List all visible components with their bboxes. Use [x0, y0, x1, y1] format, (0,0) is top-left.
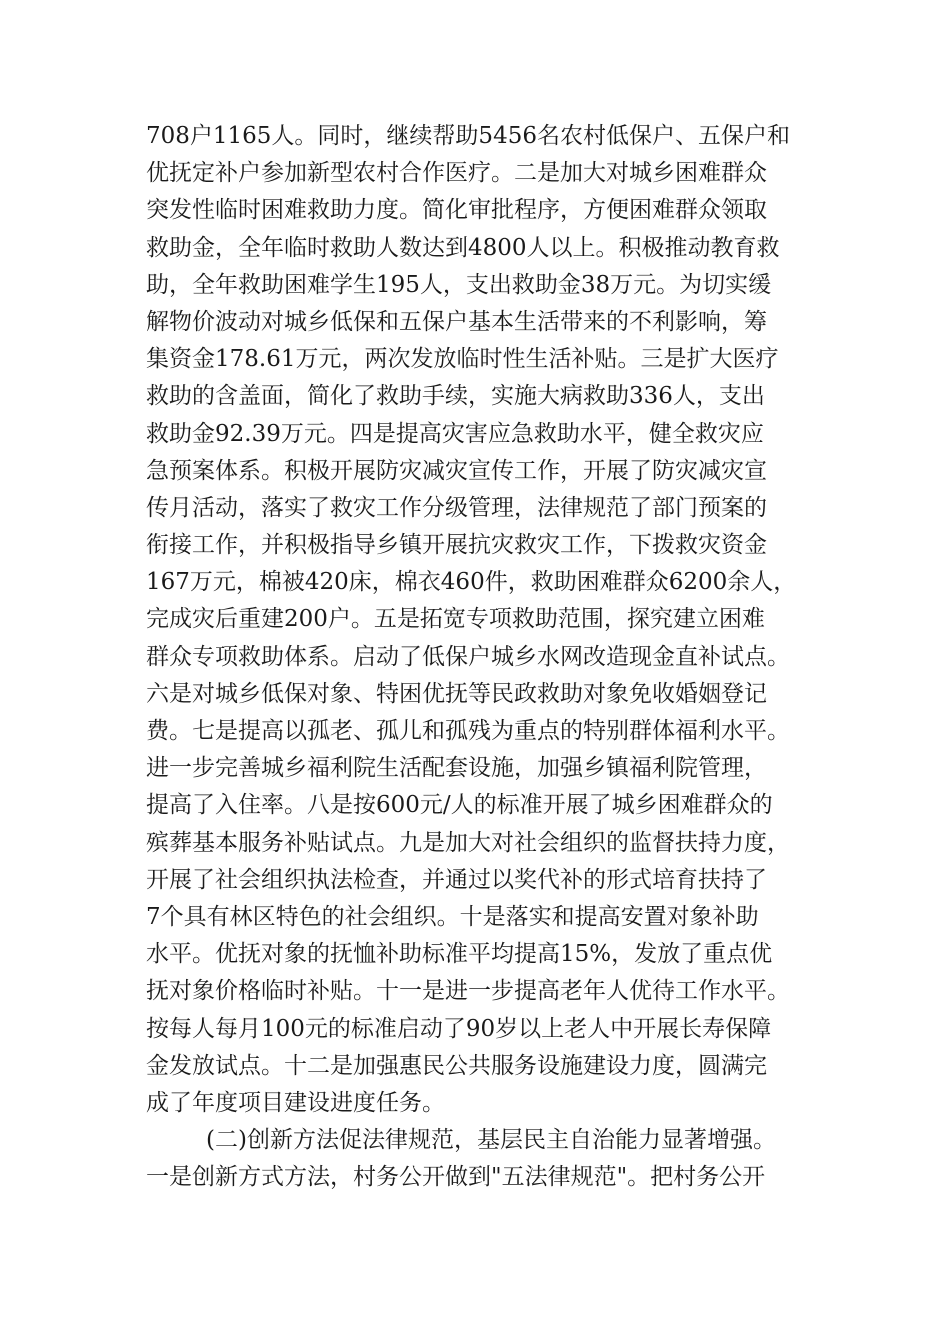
text-line: 进一步完善城乡福利院生活配套设施，加强乡镇福利院管理，	[146, 755, 767, 782]
text-line: 一是创新方式方法，村务公开做到"五法律规范"。把村务公开	[146, 1164, 766, 1191]
text-line: 衔接工作，并积极指导乡镇开展抗灾救灾工作，下拨救灾资金	[146, 532, 767, 559]
text-line: 传月活动，落实了救灾工作分级管理，法律规范了部门预案的	[146, 494, 767, 521]
text-line: 7个具有林区特色的社会组织。十是落实和提高安置对象补助	[146, 903, 759, 930]
text-line: 集资金178.61万元，两次发放临时性生活补贴。三是扩大医疗	[146, 346, 779, 373]
text-line: 成了年度项目建设进度任务。	[146, 1089, 445, 1116]
text-line: 提高了入住率。八是按600元/人的标准开展了城乡困难群众的	[146, 792, 773, 819]
text-line: 救助的含盖面，简化了救助手续，实施大病救助336人，支出	[146, 383, 765, 410]
text-line: 急预案体系。积极开展防灾减灾宣传工作，开展了防灾减灾宣	[146, 457, 767, 484]
text-line: 708户1165人。同时，继续帮助5456名农村低保户、五保户和	[146, 123, 790, 149]
text-line: 助，全年救助困难学生195人，支出救助金38万元。为切实缓	[146, 271, 772, 298]
text-line: 费。七是提高以孤老、孤儿和孤残为重点的特别群体福利水平。	[146, 718, 790, 744]
text-line: 金发放试点。十二是加强惠民公共服务设施建设力度，圆满完	[146, 1052, 767, 1079]
text-line: 167万元，棉被420床，棉衣460件，救助困难群众6200余人，	[146, 569, 797, 596]
text-line: 救助金92.39万元。四是提高灾害应急救助水平，健全救灾应	[146, 420, 764, 447]
text-line: 优抚定补户参加新型农村合作医疗。二是加大对城乡困难群众	[146, 160, 767, 187]
text-line: 开展了社会组织执法检查，并通过以奖代补的形式培育扶持了	[146, 866, 767, 893]
paragraph-1	[146, 118, 806, 1122]
text-line: 按每人每月100元的标准启动了90岁以上老人中开展长寿保障	[146, 1015, 772, 1042]
body-text	[146, 118, 806, 1196]
paragraph-2	[146, 1122, 806, 1196]
text-line: 殡葬基本服务补贴试点。九是加大对社会组织的监督扶持力度，	[146, 829, 790, 856]
text-line: 解物价波动对城乡低保和五保户基本生活带来的不利影响，筹	[146, 308, 767, 335]
text-line: 完成灾后重建200户。五是拓宽专项救助范围，探究建立困难	[146, 606, 765, 633]
text-line: 群众专项救助体系。启动了低保户城乡水网改造现金直补试点。	[146, 643, 790, 670]
text-line: 救助金，全年临时救助人数达到4800人以上。积极推动教育救	[146, 234, 780, 261]
section-heading-line: (二)创新方法促法律规范，基层民主自治能力显著增强。	[206, 1127, 776, 1154]
text-line: 六是对城乡低保对象、特困优抚等民政救助对象免收婚姻登记	[146, 680, 767, 707]
text-line: 水平。优抚对象的抚恤补助标准平均提高15%，发放了重点优	[146, 941, 773, 968]
text-line: 抚对象价格临时补贴。十一是进一步提高老年人优待工作水平。	[146, 978, 790, 1005]
text-line: 突发性临时困难救助力度。简化审批程序，方便困难群众领取	[146, 197, 767, 224]
